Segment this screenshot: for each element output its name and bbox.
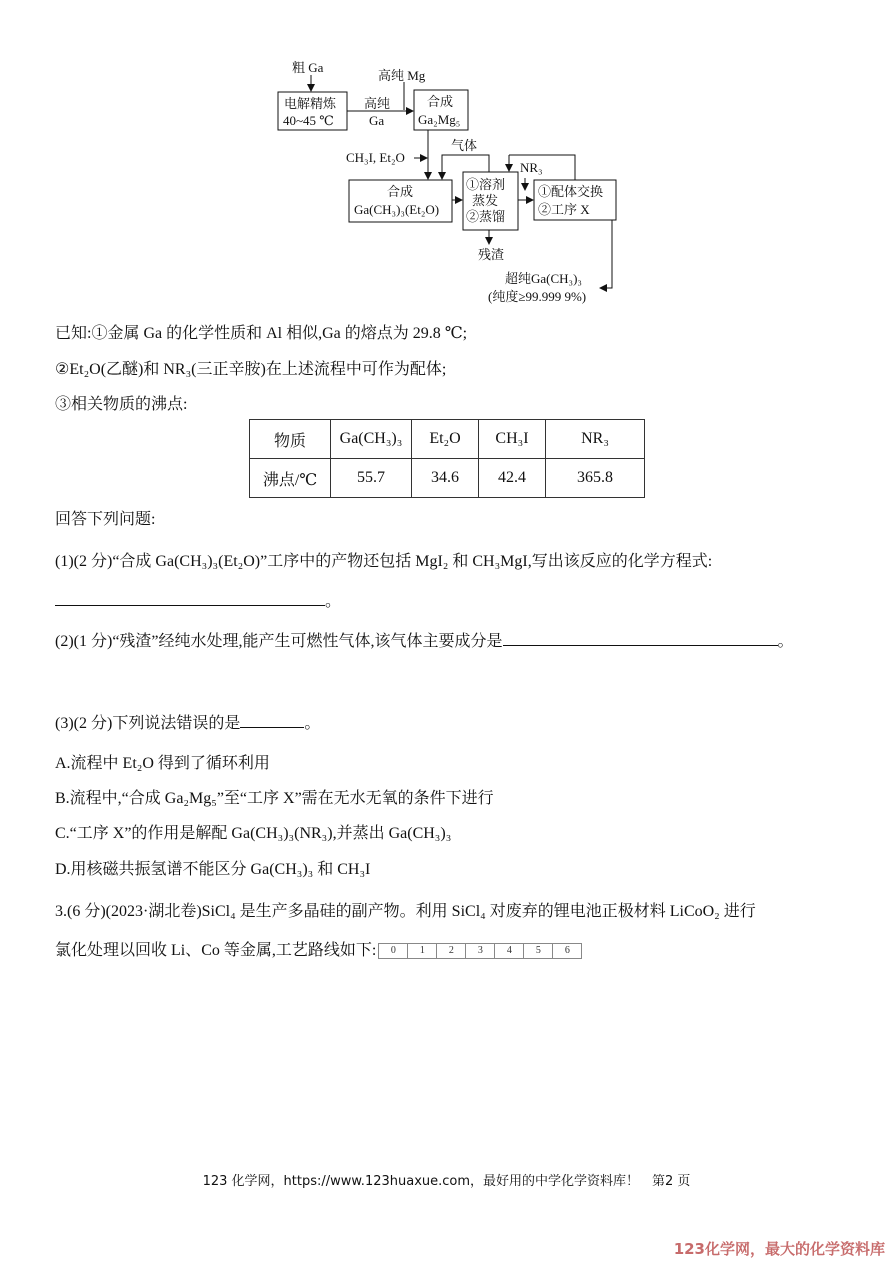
electrolysis-label: 电解精炼 [284, 96, 337, 111]
option-d: D.用核磁共振氢谱不能区分 Ga(CH₃)₃ 和 CH₃I [55, 861, 371, 878]
known-3: ③相关物质的沸点: [55, 396, 188, 413]
known-1: 已知:①金属 Ga 的化学性质和 Al 相似,Ga 的熔点为 29.8 ℃; [55, 325, 468, 342]
problem-3-line-1: 3.(6 分)(2023·湖北卷)SiCl₄ 是生产多晶硅的副产物。利用 SiCl₄ 对废弃的锂电池正极材料 LiCoO₂ 进行 [55, 903, 756, 920]
nr3-label: NR₃ [520, 160, 543, 175]
pure-mg-label: 高纯 Mg [378, 68, 426, 83]
ruler-tick: 6 [564, 945, 570, 957]
question-3-text: (3)(2 分)下列说法错误的是 [55, 715, 241, 732]
distill-step1: ①溶剂 [466, 177, 506, 192]
table-row-label: 沸点/℃ [250, 459, 331, 498]
boiling-point-table [249, 419, 645, 498]
option-a: A.流程中 Et₂O 得到了循环利用 [55, 755, 270, 772]
table-header: Ga(CH₃)₃ [331, 420, 412, 459]
question-1: (1)(2 分)“合成 Ga(CH₃)₃(Et₂O)”工序中的产物还包括 MgI₂ 和 CH₃MgI,写出该反应的化学方程式: [55, 553, 713, 570]
question-2-text: (2)(1 分)“残渣”经纯水处理,能产生可燃性气体,该气体主要成分是 [55, 633, 503, 650]
crude-ga-label: 粗 Ga [292, 60, 324, 75]
table-header: 物质 [250, 420, 331, 459]
exchange-step2: ②工序 X [538, 202, 590, 217]
problem-3-line-2 [55, 937, 582, 960]
table-cell: 365.8 [546, 459, 645, 498]
table-header: CH₃I [479, 420, 546, 459]
question-1-end: 。 [325, 593, 342, 610]
pure-ga-symbol: Ga [369, 113, 385, 128]
ruler-strip [378, 943, 582, 959]
table-cell: 42.4 [479, 459, 546, 498]
question-3 [55, 710, 320, 733]
synthesis2-product: Ga(CH₃)₃(Et₂O) [354, 202, 440, 217]
page-footer: 123 化学网，https://www.123huaxue.com，最好用的中学化学资料库！ 第2 页 [202, 1174, 691, 1189]
question-3-end: 。 [304, 715, 321, 732]
ruler-tick: 0 [379, 944, 408, 958]
synthesis2-label: 合成 [387, 184, 414, 199]
ruler-tick: 3 [466, 944, 495, 958]
table-row [250, 459, 645, 498]
synthesis1-label: 合成 [427, 94, 454, 109]
question-2-end: 。 [777, 633, 794, 650]
known-2: ②Et₂O(乙醚)和 NR₃(三正辛胺)在上述流程中可作为配体; [55, 361, 447, 378]
gas-label: 气体 [451, 138, 478, 153]
table-header-row [250, 420, 645, 459]
ruler-tick: 5 [524, 944, 553, 958]
exchange-step1: ①配体交换 [538, 184, 604, 199]
ruler-tick: 2 [437, 944, 466, 958]
residue-label: 残渣 [478, 247, 505, 262]
question-1-answer [55, 588, 341, 611]
reagents-label: CH₃I, Et₂O [346, 150, 405, 165]
table-header: NR₃ [546, 420, 645, 459]
table-cell: 55.7 [331, 459, 412, 498]
ruler-tick: 1 [408, 944, 437, 958]
product-label: 超纯Ga(CH₃)₃ [505, 271, 582, 286]
problem-3-text: 氯化处理以回收 Li、Co 等金属,工艺路线如下: [55, 942, 377, 959]
answer-blank[interactable] [240, 713, 304, 728]
table-cell: 34.6 [412, 459, 479, 498]
process-flowchart [0, 0, 893, 310]
product-purity: (纯度≥99.999 9%) [488, 289, 587, 304]
distill-step1b: 蒸发 [472, 193, 499, 208]
ruler-tick: 4 [495, 944, 524, 958]
option-b: B.流程中,“合成 Ga₂Mg₅”至“工序 X”需在无水无氧的条件下进行 [55, 790, 494, 807]
pure-ga-label: 高纯 [364, 96, 391, 111]
table-header: Et₂O [412, 420, 479, 459]
synthesis1-product: Ga₂Mg₅ [418, 112, 461, 127]
questions-intro: 回答下列问题: [55, 511, 156, 528]
watermark: 123化学网，最大的化学资料库 [673, 1240, 885, 1258]
answer-blank[interactable] [503, 631, 778, 646]
answer-blank[interactable] [55, 591, 325, 606]
distill-step2: ②蒸馏 [466, 209, 506, 224]
question-2 [55, 628, 794, 651]
electrolysis-temp: 40~45 ℃ [283, 113, 334, 128]
option-c: C.“工序 X”的作用是解配 Ga(CH₃)₃(NR₃),并蒸出 Ga(CH₃)₃ [55, 825, 452, 842]
